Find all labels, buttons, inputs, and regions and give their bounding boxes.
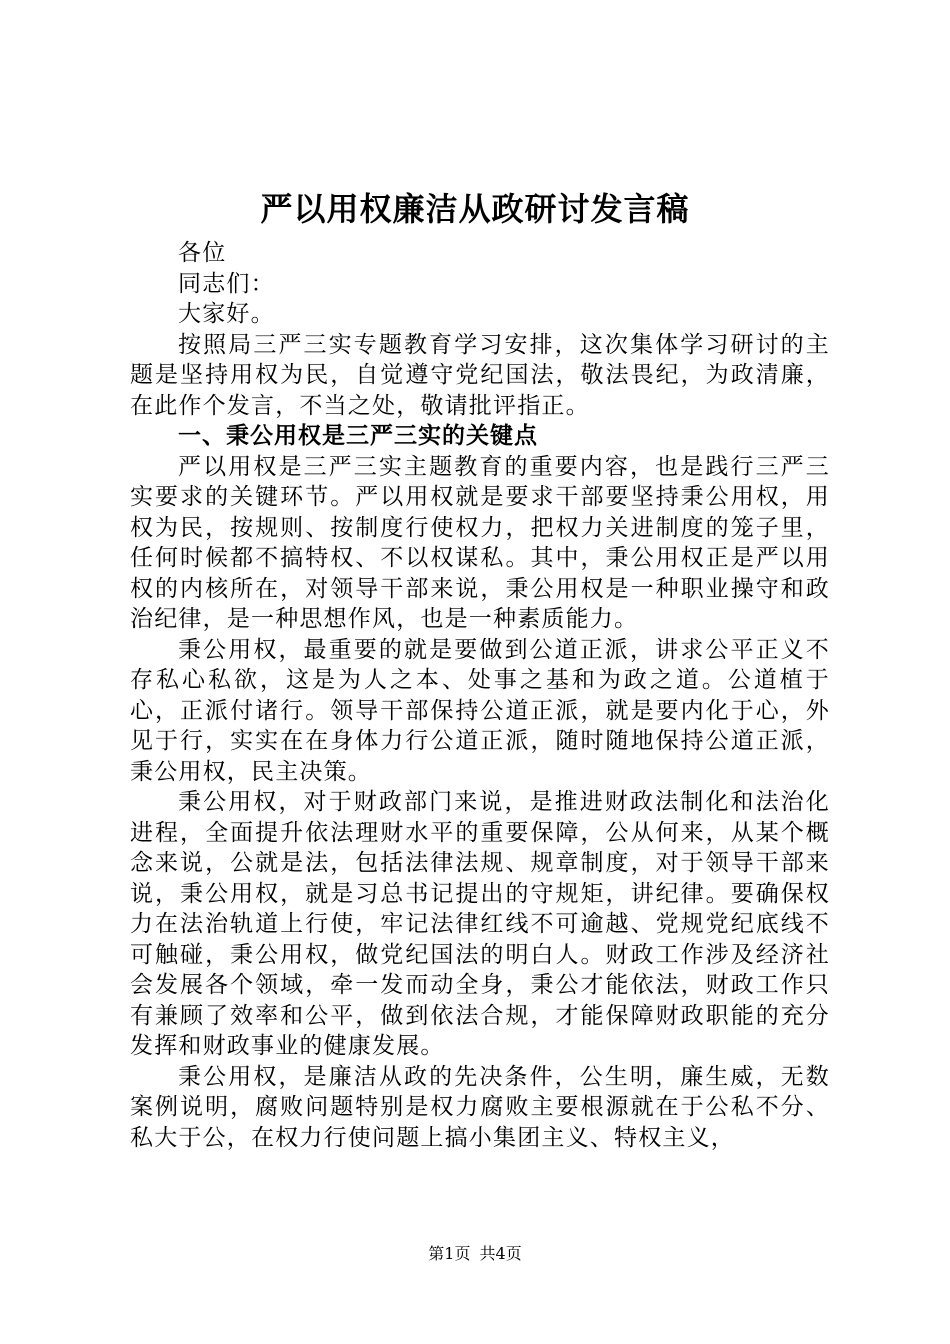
document-body [130,238,830,1153]
section-heading: 一、秉公用权是三严三实的关键点 [178,422,538,449]
document-title: 严以用权廉洁从政研讨发言稿 [260,190,690,228]
greeting-line: 各位 [178,240,227,266]
intro-paragraph: 按照局三严三实专题教育学习安排，这次集体学习研讨的主题是坚持用权为民，自觉遵守党纪国法，敬法畏纪，为政清廉，在此作个发言，不当之处，敬请批评指正。 [130,331,830,419]
body-paragraph: 秉公用权，最重要的就是要做到公道正派，讲求公平正义不存私心私欲，这是为人之本、处事之基和为政之道。公道植于心，正派付诸行。领导干部保持公道正派，就是要内化于心，外见于行，实实在在身体力行公道正派，随时随地保持公道正派，秉公用权，民主决策。 [130,636,830,785]
body-paragraph: 严以用权是三严三实主题教育的重要内容，也是践行三严三实要求的关键环节。严以用权就是要求干部要坚持秉公用权，用权为民，按规则、按制度行使权力，把权力关进制度的笼子里，任何时候都不搞特权、不以权谋私。其中，秉公用权正是严以用权的内核所在，对领导干部来说，秉公用权是一种职业操守和政治纪律，是一种思想作风，也是一种素质能力。 [130,453,830,632]
greeting-line: 同志们： [178,270,275,297]
greeting-line: 大家好。 [178,301,275,327]
body-paragraph: 秉公用权，是廉洁从政的先决条件，公生明，廉生威，无数案例说明，腐败问题特别是权力腐败主要根源就在于公私不分、私大于公，在权力行使问题上搞小集团主义、特权主义， [130,1063,830,1151]
page-footer [0,1243,950,1265]
total-pages: 共4页 [479,1244,522,1263]
page-number: 第1页 [428,1244,471,1263]
body-paragraph: 秉公用权，对于财政部门来说，是推进财政法制化和法治化进程，全面提升依法理财水平的重要保障，公从何来，从某个概念来说，公就是法，包括法律法规、规章制度，对于领导干部来说，秉公用权，就是习总书记提出的守规矩，讲纪律。要确保权力在法治轨道上行使，牢记法律红线不可逾越、党规党纪底线不可触碰，秉公用权，做党纪国法的明白人。财政工作涉及经济社会发展各个领域，牵一发而动全身，秉公才能依法，财政工作只有兼顾了效率和公平，做到依法合规，才能保障财政职能的充分发挥和财政事业的健康发展。 [130,789,830,1059]
